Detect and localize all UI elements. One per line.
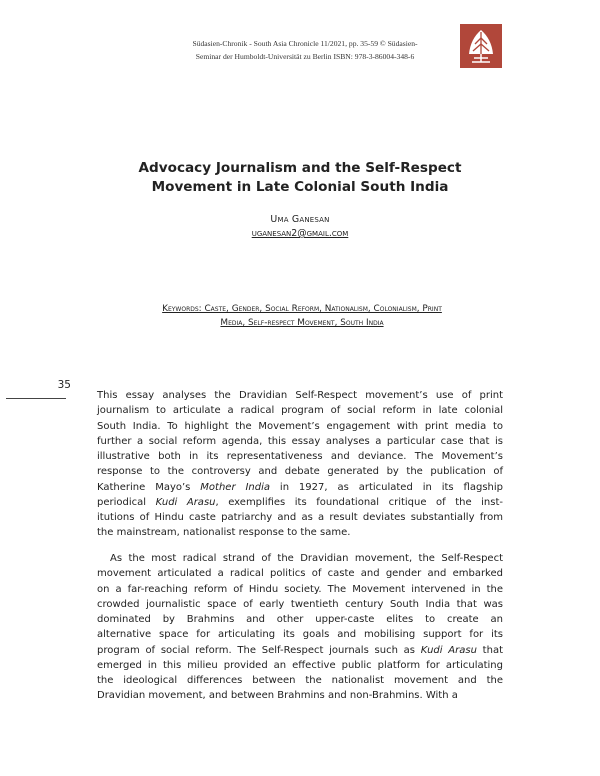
text-segment: in 1927, as articulated in its flagship — [270, 481, 503, 493]
text-line — [97, 388, 503, 403]
body-paragraph — [97, 551, 503, 704]
text-line — [97, 582, 503, 597]
text-segment: emerged in this milieu provided an effective public platform for articulating — [97, 659, 503, 671]
author-email[interactable] — [100, 227, 500, 241]
abstract-paragraph — [97, 388, 503, 541]
keywords-line-2: Media, Self-respect Movement, South India — [220, 318, 384, 328]
text-line — [97, 495, 503, 510]
page-number-rule — [6, 398, 66, 399]
text-segment: program of social reform. The Self-Respect journals such as — [97, 644, 421, 656]
text-line — [97, 510, 503, 525]
text-segment: the mainstream, nationalist response to the same. — [97, 527, 351, 539]
keywords-line-1: Keywords: Caste, Gender, Social Reform, Nationalism, Colonialism, Print — [162, 304, 442, 314]
text-line — [97, 434, 503, 449]
text-segment: This essay analyses the Dravidian Self-Respect movement’s use of print — [97, 390, 503, 401]
article-title — [60, 159, 540, 197]
text-line — [97, 403, 503, 418]
italic-title: Kudi Arasu — [155, 496, 216, 508]
text-line — [97, 525, 503, 540]
text-segment: Katherine Mayo’s — [97, 481, 201, 493]
text-segment: journalism to articulate a radical program of social reform in late colonial — [97, 405, 503, 417]
text-segment: As the most radical strand of the Dravidian movement, the Self-Respect — [110, 553, 503, 564]
text-line — [97, 597, 503, 612]
page-number: 35 — [57, 379, 71, 391]
text-segment: movement articulated a radical politics of caste and gender and embarked — [97, 568, 503, 580]
text-segment: Dravidian movement, and between Brahmins and non-Brahmins. With a — [97, 690, 458, 702]
text-line — [97, 566, 503, 581]
text-line — [97, 688, 503, 703]
header-line-2: Seminar der Humboldt-Universität zu Berlin ISBN: 978-3-86004-348-6 — [195, 52, 415, 61]
journal-header — [160, 37, 450, 63]
sudasien-seminar-logo-icon — [460, 24, 502, 68]
text-segment: on a far-reaching reform of Hindu society. The Movement intervened in the — [97, 583, 503, 595]
text-segment: further a social reform agenda, this essay analyses a particular case that is — [97, 435, 503, 447]
title-line-1: Advocacy Journalism and the Self-Respect — [138, 160, 462, 176]
text-segment: response to the controversy and debate generated by the publication of — [97, 466, 503, 478]
author-name: Uma Ganesan — [270, 214, 330, 225]
text-segment: periodical — [97, 496, 156, 508]
text-line — [97, 449, 503, 464]
text-segment: South India. To highlight the Movement’s engagement with print media to — [97, 420, 503, 432]
italic-title: Kudi Arasu — [420, 644, 477, 656]
text-segment: illustrative both in its representativeness and deviance. The Movement’s — [97, 451, 503, 462]
title-line-2: Movement in Late Colonial South India — [151, 179, 449, 195]
text-line — [97, 643, 503, 658]
text-segment: that — [476, 644, 503, 656]
text-line — [97, 627, 503, 642]
keywords — [95, 302, 509, 330]
text-segment: the ideological differences between the nationalist movement and the — [97, 675, 503, 686]
text-segment: , exemplifies its foundational critique of the inst- — [215, 496, 504, 508]
italic-title: Mother India — [200, 481, 271, 493]
text-line — [97, 419, 503, 434]
text-line — [97, 673, 503, 688]
text-segment: crowded journalistic space of early twentieth century South India that was — [97, 598, 503, 610]
text-line — [97, 551, 503, 566]
text-line — [97, 464, 503, 479]
text-segment: dominated by Brahmins and other upper-caste elites to create an — [97, 614, 503, 625]
text-line — [97, 480, 503, 495]
header-line-1: Südasien-Chronik - South Asia Chronicle 11/2021, pp. 35-59 © Südasien- — [192, 39, 418, 48]
text-segment: alternative space for articulating its goals and mobilising support for its — [97, 629, 503, 641]
text-line — [97, 612, 503, 627]
text-line — [97, 658, 503, 673]
text-segment: itutions of Hindu caste patriarchy and as a result deviates substantially from — [97, 512, 503, 523]
author-email-link[interactable]: uganesan2@gmail.com — [251, 228, 349, 239]
